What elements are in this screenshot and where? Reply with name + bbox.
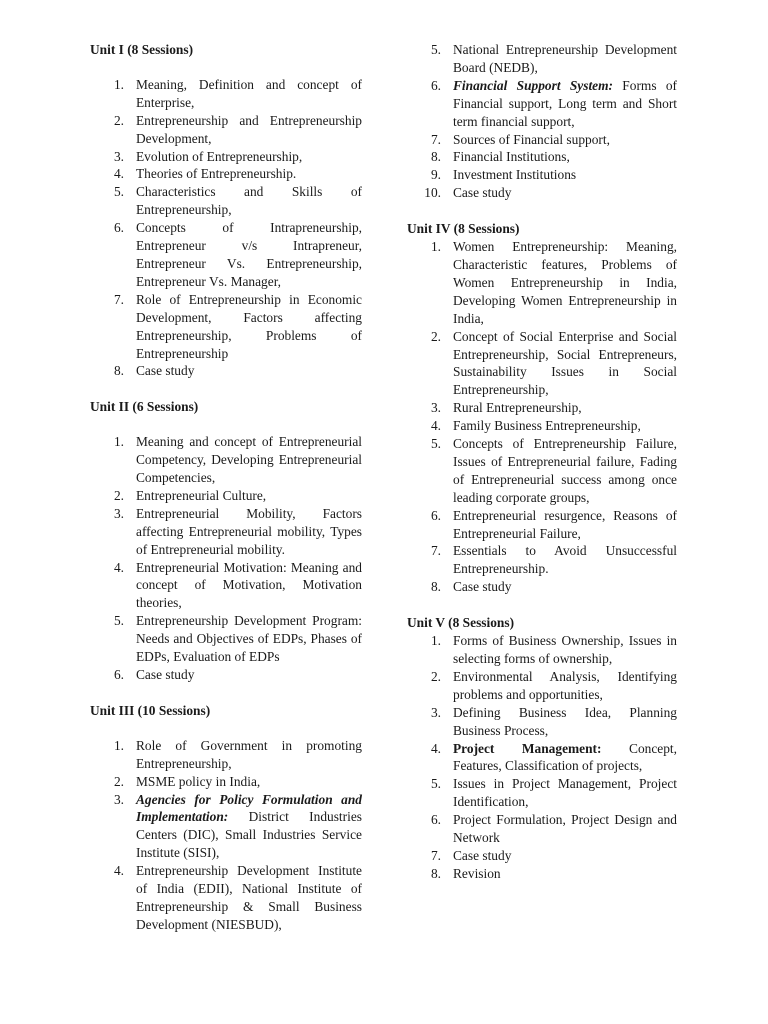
list-item: 4. Entrepreneurial Motivation: Meaning and concept of Motivation, Motivation theories, [113, 559, 362, 611]
list-item: 5. Entrepreneurship Development Program: Needs and Objectives of EDPs, Phases of EDPs, Evaluation of EDPs [113, 613, 362, 665]
list-item: 7. Essentials to Avoid Unsuccessful Entrepreneurship. [430, 543, 677, 577]
unit-1-list [90, 76, 362, 380]
list-item: 7. Sources of Financial support, [430, 131, 610, 147]
list-item: 8. Case study [430, 579, 512, 595]
list-item: 10. Case study [424, 185, 512, 201]
list-item: 6. Entrepreneurial resurgence, Reasons of Entrepreneurial Failure, [430, 507, 677, 541]
unit-2-heading: Unit II (6 Sessions) [90, 399, 199, 415]
list-item: 1. Forms of Business Ownership, Issues in selecting forms of ownership, [430, 633, 677, 666]
list-item: 9. Investment Institutions [430, 167, 577, 183]
unit-2-list [90, 433, 362, 684]
list-item: 8. Case study [113, 363, 195, 379]
list-item: 3. Agencies for Policy Formulation and Implementation: District Industries Centers (DIC), Small Industries Service Institute (SISI), [113, 791, 362, 861]
list-item: 2. MSME policy in India, [113, 773, 261, 789]
unit-1-heading: Unit I (8 Sessions) [90, 42, 194, 57]
list-item: 6. Project Formulation, Project Design and Network [430, 812, 677, 846]
list-item: 2. Entrepreneurship and Entrepreneurship Development, [113, 112, 362, 146]
unit-5-heading: Unit V (8 Sessions) [407, 615, 515, 631]
list-item: 8. Financial Institutions, [430, 149, 570, 165]
list-item: 4. Theories of Entrepreneurship. [113, 166, 297, 182]
list-item: 4. Entrepreneurship Development Institute of India (EDII), National Institute of Entrepreneurship & Small Business Development (NIESBUD), [113, 863, 362, 932]
unit-5-list [407, 632, 677, 883]
list-item: 6. Concepts of Intrapreneurship, Entrepreneur v/s Intrapreneur, Entrepreneur Vs. Entrepreneurship, Entrepreneur Vs. Manager, [113, 220, 362, 289]
unit-4-list [407, 238, 677, 596]
list-item: 4. Family Business Entrepreneurship, [430, 418, 641, 434]
list-item: 2. Entrepreneurial Culture, [113, 487, 267, 503]
list-item: 2. Concept of Social Enterprise and Social Entrepreneurship, Social Entrepreneurs, Sustainability Issues in Social Entrepreneurship, [430, 328, 677, 398]
list-item: 7. Case study [430, 847, 512, 863]
list-item: 1. Role of Government in promoting Entrepreneurship, [113, 737, 362, 771]
list-item: 1. Meaning, Definition and concept of Enterprise, [113, 76, 362, 110]
list-item: 5. Issues in Project Management, Project Identification, [430, 776, 677, 810]
list-item: 4. Project Management: Concept, Features, Classification of projects, [430, 740, 677, 774]
list-item: 1. Women Entrepreneurship: Meaning, Characteristic features, Problems of Women Entrepreneurship in India, Developing Women Entrepreneurship in India, [430, 239, 677, 326]
list-item: 7. Role of Entrepreneurship in Economic Development, Factors affecting Entrepreneurship, Problems of Entrepreneurship [113, 291, 362, 361]
list-item: 3. Rural Entrepreneurship, [430, 400, 582, 416]
list-item: 3. Entrepreneurial Mobility, Factors affecting Entrepreneurial mobility, Types of Entrepreneurial mobility. [113, 505, 362, 557]
list-item: 6. Financial Support System: Forms of Financial support, Long term and Short term financial support, [430, 77, 677, 129]
list-item: 1. Meaning and concept of Entrepreneurial Competency, Developing Entrepreneurial Competencies, [113, 434, 362, 486]
unit-3-heading: Unit III (10 Sessions) [90, 702, 211, 718]
left-column [90, 41, 362, 934]
list-item: 6. Case study [113, 667, 195, 682]
right-column [407, 41, 677, 883]
unit-4-heading: Unit IV (8 Sessions) [407, 221, 520, 237]
unit-3-list-part-1 [90, 737, 362, 934]
unit-3-list-part-2 [407, 41, 677, 202]
list-item: 3. Defining Business Idea, Planning Business Process, [430, 704, 677, 738]
list-item: 5. National Entrepreneurship Development Board (NEDB), [430, 42, 677, 75]
list-item: 8. Revision [430, 865, 501, 881]
list-item: 5. Concepts of Entrepreneurship Failure, Issues of Entrepreneurial failure, Fading of Entrepreneurial success among once leading corporate groups, [430, 436, 677, 505]
list-item: 3. Evolution of Entrepreneurship, [113, 148, 303, 164]
list-item: 5. Characteristics and Skills of Entrepreneurship, [113, 184, 362, 218]
list-item: 2. Environmental Analysis, Identifying problems and opportunities, [430, 668, 677, 702]
